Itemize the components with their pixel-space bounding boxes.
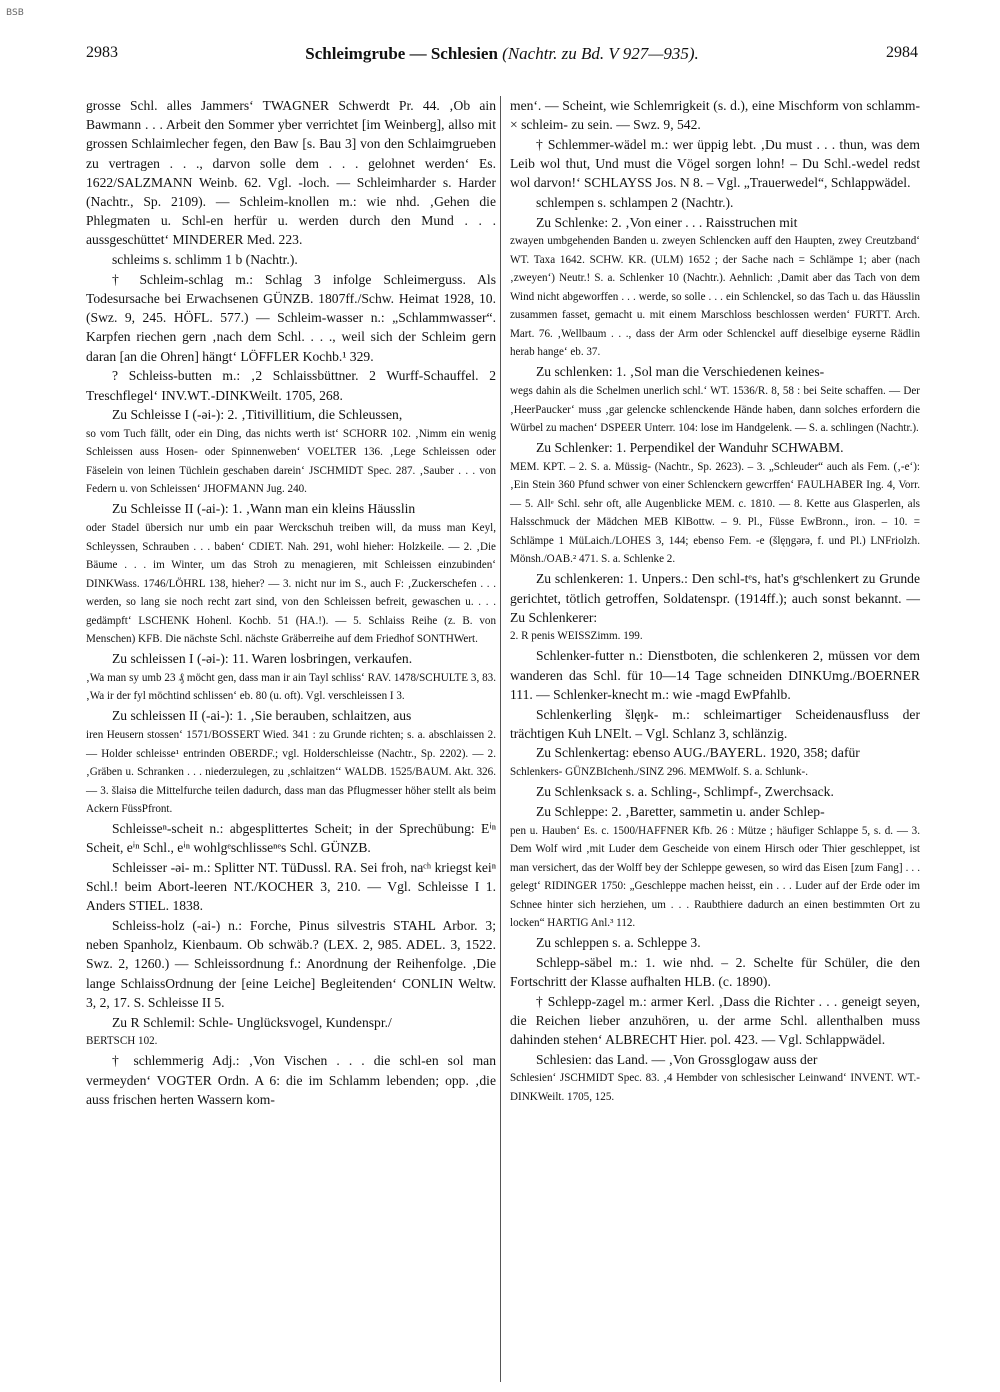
paragraph: † Schleim-schlag m.: Schlag 3 infolge Schleimerguss. Als Todesursache bei Erwachsenen GÜNZB. 1807ff./Schw. Heimat 1928, 10. (Swz. 9, 245. HÖFL. 577.) — Schleim-wasser n.: „Schlammwasser“. Karpfen riechen gern ‚nach dem Schl. . . ., weil sich der Schleim gern daran [an die Ohren] hängt‘ LÖFFLER Kochb.¹ 329. [86, 271, 496, 364]
paragraph: ‚Wa man sy umb 23 ₰ möcht gen, dass man ir ain Tayl schliss‘ RAV. 1478/SCHULTE 3, 83. ‚Wa ir der fyl möchtind schlissen‘ eb. 80 (u. oft). Vgl. verschleissen I 3. [86, 671, 496, 703]
paragraph: † schlemmerig Adj.: ‚Von Vischen . . . die schl-en sol man vermeyden‘ VOGTER Ordn. A 6: die im Schlamm lebenden; opp. ‚die auss frischen herten Wassern kom- [86, 1053, 496, 1107]
page-number-right: 2984 [886, 44, 918, 61]
paragraph: Zu schleissen I (-əi-): 11. Waren losbringen, verkaufen. [112, 651, 413, 667]
paragraph: Schleisseⁿ-scheit n.: abgesplittertes Scheit; in der Sprechübung: Eⁱⁿ Scheit, eⁱⁿ Schl., eⁱⁿ wohlgᵉschlisseⁿᵉs Schl. GÜNZB. [86, 821, 496, 856]
running-head-title: Schleimgrube — Schlesien [305, 44, 498, 63]
page-number-left: 2983 [86, 44, 118, 61]
paragraph: Schlepp-säbel m.: 1. wie nhd. – 2. Schelte für Schüler, die den Fortschritt der Klasse aufhalten HLB. (c. 1890). [510, 954, 920, 989]
page-header [86, 44, 918, 68]
paragraph: Zu Schleisse I (-əi-): 2. ‚Titivillitium, die Schleussen, [112, 407, 403, 423]
paragraph: so vom Tuch fällt, oder ein Ding, das nichts werth ist‘ SCHORR 102. ‚Nimm ein wenig Schleissen auss Hosen- oder Spinnenweben‘ VOELTER 136. ‚Lege Schleissen oder Fäselein von leinen Tüchlein geschaben darein‘ JSCHMIDT Spec. 287. ‚Sauber . . . von Federn u. von Schleissen‘ JHOFMANN Jug. 240. [86, 427, 496, 496]
paragraph: Schlesien: das Land. — ‚Von Grossglogaw auss der [536, 1051, 818, 1067]
paragraph: MEM. KPT. – 2. S. a. Müssig- (Nachtr., Sp. 2623). – 3. „Schleuder“ auch als Fem. (‚-e‘): ‚Ein Stein 360 Pfund schwer von einer Schlenckern gewcrffen‘ FAULHABER Ing. 4, Vorr. — 5. Allᵉ Schl. sehr oft, alle Augenblicke MEM. c. 1810. — 8. Kette aus Glasperlen, als Halsschmuck der Mädchen MEB KlBottw. – 9. Pl., Füsse EwBronn., iron. – 10. = Schlämpe 1 MüLaich./LOHES 3, 144; ebenso Fem. -e (šlęŋgərə, f. und Pl.) LNFriolzh. Mönsh./OAB.² 471. S. a. Schlenke 2. [510, 460, 920, 566]
paragraph: BERTSCH 102. [86, 1035, 158, 1048]
paragraph: † Schlepp-zagel m.: armer Kerl. ‚Dass die Richter . . . geneigt seyen, die Reichen lieber anzuhören, u. der arme Schl. allenthalben muss dahinden stehen‘ ALBRECHT Hier. pol. 423. — Vgl. Schlappwädel. [510, 993, 920, 1048]
paragraph: † Schlemmer-wädel m.: wer üppig lebt. ‚Du must . . . thun, was dem Leib wol thut, Und must die Vögel sorgen lohn! – Du Schl.-wedel redst wol darvon!‘ SCHLAYSS Jos. N 8. – Vgl. „Trauerwedel“, Schlappwädel. [510, 136, 920, 191]
left-column [86, 96, 496, 1109]
paragraph: Zu schlenken: 1. ‚Sol man die Verschiedenen keines- [536, 364, 825, 380]
paragraph: 2. R penis WEISSZimm. 199. [510, 630, 643, 643]
paragraph: zwayen umbgehenden Banden u. zweyen Schlencken auff den Haupten, zwey Creutzband‘ WT. Taxa 1642. SCHW. KR. (ULM) 1652 ; der Sache nach = Schlämpe 1; aber (nach ‚zweyen‘) Neutr.! S. a. Schlenker 10 (Nachtr.). Aehnlich: ‚Damit aber das Tach von dem Wind nicht abgeworffen . . . werde, so solle . . . ein Schlenckel, so das Tach u. das Häusslin zusammen fasset, gemacht u. mit einem Marschloss beschlossen werden‘ FURTT. Arch. Mart. 76. ‚Wellbaum . . ., dass der Arm oder Schlenckel auff dieselbige eyserne Rädlin herab hange‘ eb. 37. [510, 235, 920, 359]
library-stamp: BSB [6, 8, 24, 18]
paragraph: pen u. Hauben‘ Es. c. 1500/HAFFNER Kfb. 26 : Mütze ; häufiger Schlappe 5, s. d. — 3. Dem Wolf wird ‚mit Luder dem Gescheide von einem Hirsch oder Thier geschleppet, ist man versichert, das der Wolff bey der Schleppe gewesen, so wird das Eisen [zum Fang] . . . gelegt‘ RIDINGER 1750: „Geschleppe machen heisst, ein . . . Luder auf der Erde oder im Schnee hinter sich herziehen, um . . . Raubthiere dadurch an einen bestimmten Ort zu locken“ HARTIG Anl.³ 112. [510, 824, 920, 930]
paragraph: Schlenker-futter n.: Dienstboten, die schlenkeren 2, müssen vor dem wanderen das Schl. für 10—14 Tage schneiden DINKUmg./BOERNER 111. — Schlenker-knecht m.: wie -magd EwPfahlb. [510, 648, 920, 702]
paragraph: Zu Schleppe: 2. ‚Baretter, sammetin u. ander Schlep- [536, 803, 825, 819]
paragraph: Schlenkerling šlęŋk- m.: schleimartiger Scheidenausfluss der trächtigen Kuh LNElt. – Vgl. Schlanz 3, schlänzig. [510, 706, 920, 741]
paragraph: Zu Schlenkertag: ebenso AUG./BAYERL. 1920, 358; dafür [536, 745, 860, 761]
paragraph: Zu Schlenker: 1. Perpendikel der Wanduhr SCHWABM. [536, 440, 844, 456]
running-head-note: (Nachtr. zu Bd. V 927—935). [502, 44, 699, 63]
paragraph: schleims s. schlimm 1 b (Nachtr.). [112, 252, 298, 268]
paragraph: Zu R Schlemil: Schle- Unglücksvogel, Kundenspr./ [112, 1014, 392, 1030]
paragraph: Zu schlenkeren: 1. Unpers.: Den schl-tᵉs, hat's gᵉschlenkert zu Grunde gerichtet, tötlich getroffen, Soldatenspr. (1914ff.); auch sonst bekannt. — Zu Schlenkerer: [510, 571, 920, 625]
paragraph: Zu schleissen II (-ai-): 1. ‚Sie berauben, schlaitzen, aus [112, 708, 412, 724]
paragraph: grosse Schl. alles Jammers‘ TWAGNER Schwerdt Pr. 44. ‚Ob ain Bawmann . . . Arbeit den Sommer yber verrichtet [im Weinberg], allso mit grossen Schlaimlecher fegen, den Baw [s. Bau 3] von den Schlaimgrueben zu vertragen . . ., darvon solle dem . . . gelohnet werden‘ Es. 1622/SALZMANN Weinb. 62. Vgl. -loch. — Schleimharder s. Harder (Nachtr., Sp. 2109). — Schleim-knollen m.: wie nhd. ‚Gehen die Phlegmaten u. Schl-en herfür u. werden durch den Mund . . . aussgeschüttet‘ MINDERER Med. 223. [86, 98, 496, 248]
column-divider [500, 96, 501, 1382]
paragraph: Schleiss-holz (-ai-) n.: Forche, Pinus silvestris STAHL Arbor. 3; neben Spanholz, Kienbaum. Ob schwäb.? (LEX. 2, 985. ADEL. 3, 1522. Swz. 2, 1260.) — Schleissordnung f.: Anordnung der Reihenfolge. ‚Die lange SchlaissOrdnung der [eine Leiche] Begleitenden‘ CONLIN Weltw. 3, 2, 17. S. Schleisse II 5. [86, 918, 496, 1010]
paragraph: Schleisser -əi- m.: Splitter NT. TüDussl. RA. Sei froh, naᶜʰ kriegst keiⁿ Schl.! beim Abort-leeren NT./KOCHER 3, 210. — Vgl. Schleisse I 1. Anders STIEL. 1838. [86, 859, 496, 914]
paragraph: Zu schleppen s. a. Schleppe 3. [536, 935, 701, 951]
paragraph: men‘. — Scheint, wie Schlemrigkeit (s. d.), eine Mischform von schlamm- × schleim- zu sein. — Swz. 9, 542. [510, 98, 920, 133]
paragraph: schlempen s. schlampen 2 (Nachtr.). [536, 195, 734, 211]
right-column [510, 96, 920, 1107]
paragraph: Schlenkers- GÜNZBIchenh./SINZ 296. MEMWolf. S. a. Schlunk-. [510, 766, 808, 779]
running-head [86, 44, 918, 64]
paragraph: iren Heusern stossen‘ 1571/BOSSERT Wied. 341 : zu Grunde richten; s. a. abschlaissen 2. — Holder schleisse¹ entrinden OBERDF.; vgl. Holderschleisse (Nachtr., Sp. 2202). — 2. ‚Gräben u. Schranken . . . niederzulegen, zu ‚schlaitzen‘‘ WALDB. 1525/BAUM. Akt. 326. — 3. šlaisə die Mittelfurche teilen dadurch, dass man das Pflugmesser höher stellt als beim Ackern FüssPfront. [86, 729, 496, 816]
paragraph: wegs dahin als die Schelmen unerlich schl.‘ WT. 1536/R. 8, 58 : bei Seite schaffen. — Der ‚HeerPaucker‘ muss ‚gar gelencke schlenckende Hände haben, dann solches erfordern die Würbel zu machen‘ DSPEER Unterr. 104: lose im Handgelenk. — S. a. schlingen (Nachtr.). [510, 385, 920, 435]
paragraph: oder Stadel übersich nur umb ein paar Werckschuh treiben will, da muss man Keyl, Schleyssen, Schrauben . . . baben‘ CDIET. Nah. 291, wohl hieher: Holzkeile. — 2. ‚Die Bäume . . . im Winter, um das Stroh zu menagieren, mit Schleissen einzubinden‘ DINKWass. 1746/LÖHRL 138, hieher? — 3. nicht nur im S., auch F: ‚Zuckerschefen . . . werden, so lang sie noch recht zart sind, von den Schleissen befreit, gewaschen u. . . . gedämpft‘ LSCHENK Hohenl. Kochb. 51 (HA.!). — 5. Schlaiss Reihe (z. B. von Menschen) KFB. Die nächste Schl. nächste Gräberreihe auf dem Friedhof SONTHWert. [86, 522, 496, 646]
paragraph: Zu Schlenksack s. a. Schling-, Schlimpf-, Zwerchsack. [536, 784, 834, 800]
paragraph: Zu Schlenke: 2. ‚Von einer . . . Raisstruchen mit [536, 214, 798, 230]
paragraph: Schlesien‘ JSCHMIDT Spec. 83. ‚4 Hembder von schlesischer Leinwand‘ INVENT. WT.-DINKWeilt. 1705, 125. [510, 1072, 920, 1103]
paragraph: ? Schleiss-butten m.: ‚2 Schlaissbüttner. 2 Wurff-Schauffel. 2 Treschflegel‘ INV.WT.-DINKWeilt. 1705, 268. [86, 368, 496, 403]
paragraph: Zu Schleisse II (-ai-): 1. ‚Wann man ein kleins Häusslin [112, 501, 416, 517]
